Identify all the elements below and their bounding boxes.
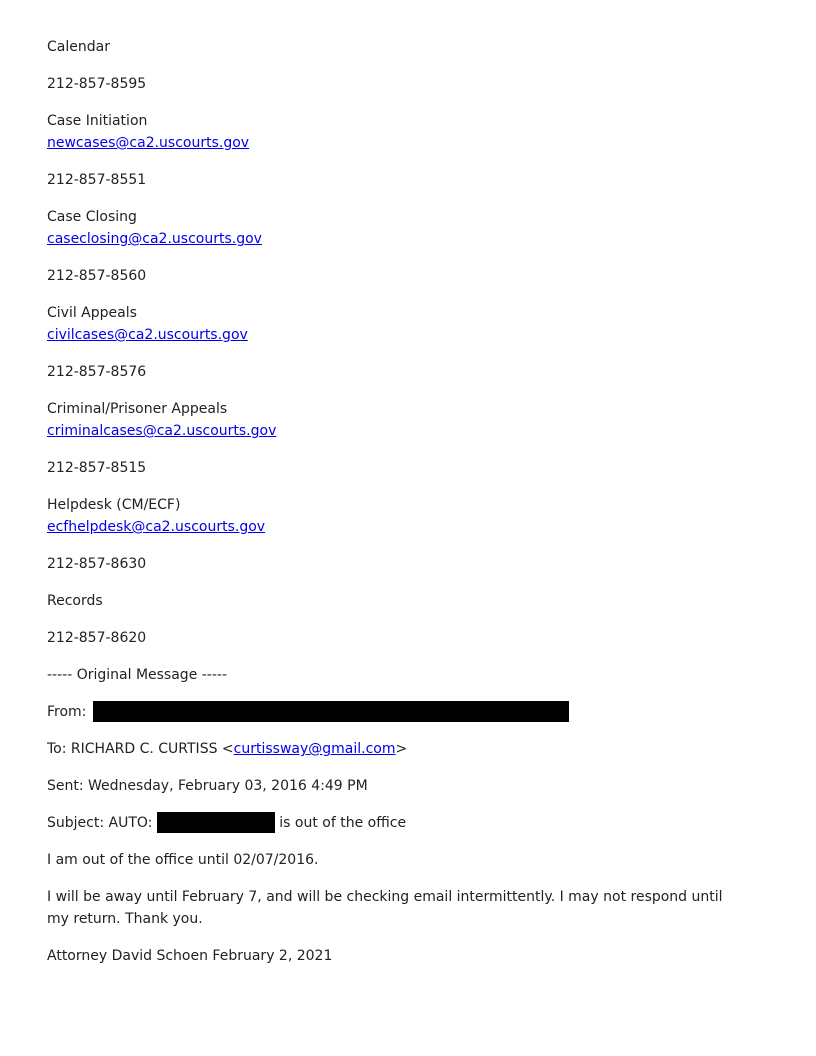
- contact-phone-case-initiation: 212-857-8551: [47, 172, 147, 188]
- contact-label-criminal-appeals: Criminal/Prisoner Appeals: [47, 401, 228, 417]
- redaction-subject: [157, 812, 275, 833]
- subject-suffix: is out of the office: [279, 815, 407, 831]
- from-label: From:: [47, 704, 87, 720]
- contact-phone-records: 212-857-8620: [47, 630, 147, 646]
- contact-label-case-closing: Case Closing: [47, 209, 137, 225]
- contact-phone-civil-appeals: 212-857-8576: [47, 364, 147, 380]
- email-link-helpdesk[interactable]: ecfhelpdesk@ca2.uscourts.gov: [47, 519, 266, 535]
- to-suffix: >: [395, 741, 408, 757]
- contact-phone-calendar: 212-857-8595: [47, 76, 147, 92]
- contact-label-civil-appeals: Civil Appeals: [47, 305, 137, 321]
- to-line: [47, 738, 407, 760]
- email-link-criminal-appeals[interactable]: criminalcases@ca2.uscourts.gov: [47, 423, 277, 439]
- contact-label-records: Records: [47, 593, 103, 609]
- contact-label-helpdesk: Helpdesk (CM/ECF): [47, 497, 181, 513]
- original-message-separator: ----- Original Message -----: [47, 667, 228, 683]
- subject-line: [47, 812, 406, 834]
- contact-phone-helpdesk: 212-857-8630: [47, 556, 147, 572]
- contact-phone-criminal-appeals: 212-857-8515: [47, 460, 147, 476]
- contact-label-case-initiation: Case Initiation: [47, 113, 148, 129]
- email-link-case-initiation[interactable]: newcases@ca2.uscourts.gov: [47, 135, 250, 151]
- to-email-link[interactable]: curtissway@gmail.com: [233, 741, 396, 757]
- email-link-civil-appeals[interactable]: civilcases@ca2.uscourts.gov: [47, 327, 248, 343]
- body-line-2: I will be away until February 7, and will be checking email intermittently. I may not respond until my return. Thank you.: [47, 889, 723, 927]
- footer-attribution: Attorney David Schoen February 2, 2021: [47, 948, 333, 964]
- subject-prefix: Subject: AUTO:: [47, 815, 153, 831]
- body-line-1: I am out of the office until 02/07/2016.: [47, 852, 319, 868]
- from-line: [47, 701, 569, 723]
- sent-line: Sent: Wednesday, February 03, 2016 4:49 PM: [47, 778, 368, 794]
- redaction-from: [93, 701, 569, 722]
- to-prefix: To: RICHARD C. CURTISS <: [47, 741, 234, 757]
- contact-phone-case-closing: 212-857-8560: [47, 268, 147, 284]
- email-link-case-closing[interactable]: caseclosing@ca2.uscourts.gov: [47, 231, 262, 247]
- contact-label-calendar: Calendar: [47, 39, 110, 55]
